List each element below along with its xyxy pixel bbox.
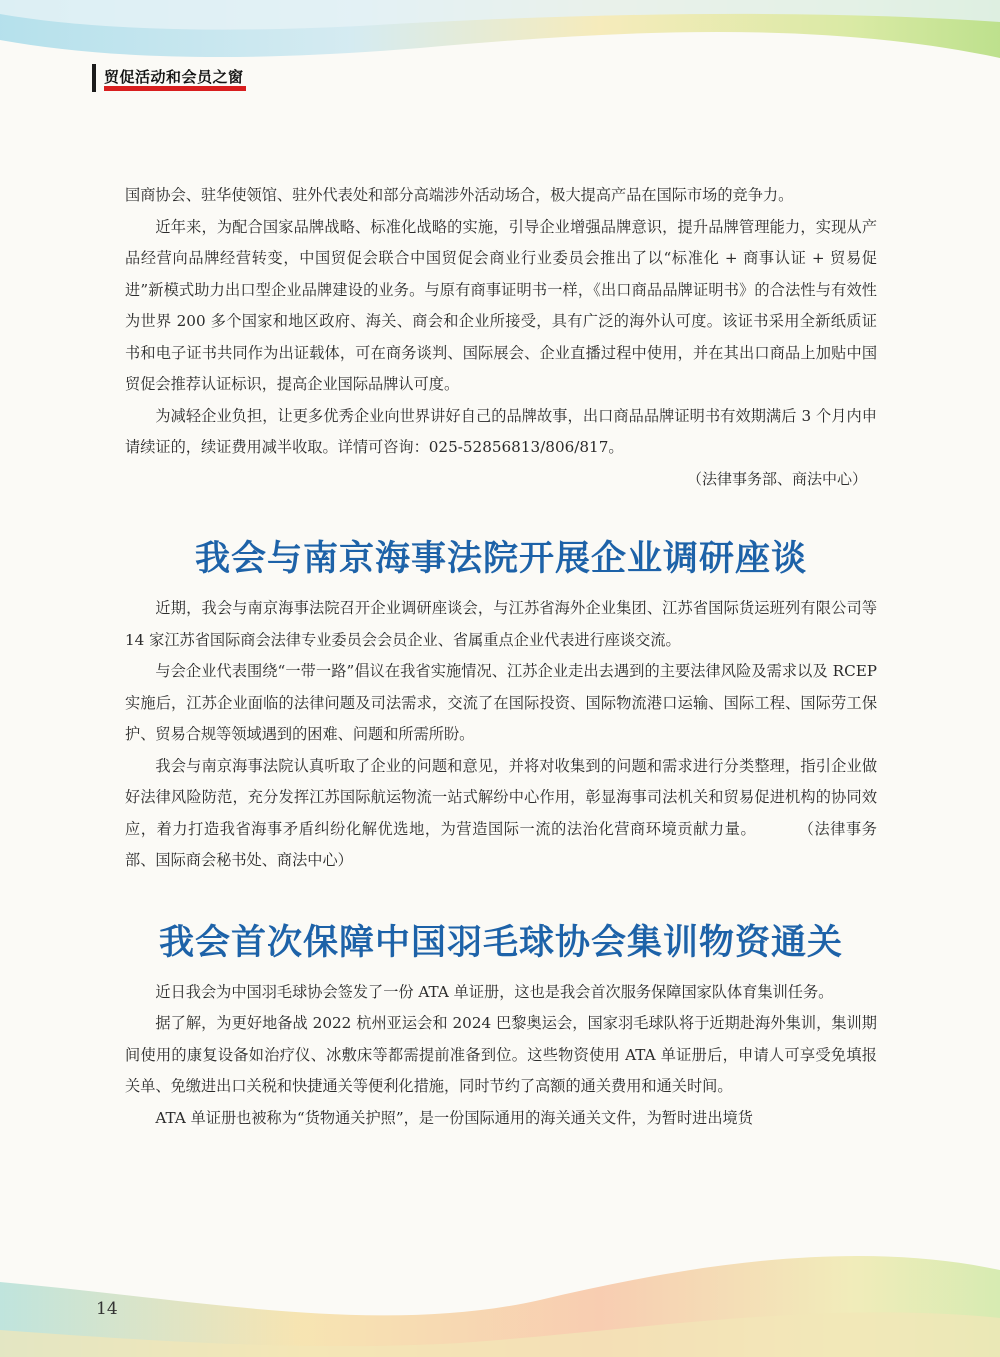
page-number: 14 [96,1299,118,1319]
header-accent-bar [92,64,96,92]
paragraph: 据了解，为更好地备战 2022 杭州亚运会和 2024 巴黎奥运会，国家羽毛球队将于近期赴海外集训，集训期间使用的康复设备如治疗仪、冰敷床等都需提前准备到位。这些物资使用 ATA 单证册后，申请人可享受免填报关单、免缴进出口关税和快捷通关等便利化措施，同时节约了高额的通关费用和通关时间。 [125,1014,877,1095]
paragraph: 与会企业代表围绕“一带一路”倡议在我省实施情况、江苏企业走出去遇到的主要法律风险及需求以及 RCEP 实施后，江苏企业面临的法律问题及司法需求，交流了在国际投资、国际物流港口运输、国际工程、国际劳工保护、贸易合规等领域遇到的困难、问题和所需所盼。 [125,662,877,743]
article-title: 我会首次保障中国羽毛球协会集训物资通关 [158,921,843,963]
paragraph: 近期，我会与南京海事法院召开企业调研座谈会，与江苏省海外企业集团、江苏省国际货运班列有限公司等 14 家江苏省国际商会法律专业委员会会员企业、省属重点企业代表进行座谈交流。 [125,599,877,649]
section-title: 贸促活动和会员之窗 [104,68,244,86]
header-underline [104,86,246,91]
paragraph: 近年来，为配合国家品牌战略、标准化战略的实施，引导企业增强品牌意识，提升品牌管理能力，实现从产品经营向品牌经营转变，中国贸促会联合中国贸促会商业行业委员会推出了以“标准化 + 商事认证 + 贸易促进”新模式助力出口型企业品牌建设的业务。与原有商事证明书一样，《出口商品品牌证明书》的合法性与有效性为世界 200 多个国家和地区政府、海关、商会和企业所接受，具有广泛的海外认可度。该证书采用全新纸质证书和电子证书共同作为出证载体，可在商务谈判、国际展会、企业直播过程中使用，并在其出口商品上加贴中国贸促会推荐认证标识，提高企业国际品牌认可度。 [125,217,877,393]
paragraph: ATA 单证册也被称为“货物通关护照”，是一份国际通用的海关通关文件，为暂时进出境货 [155,1108,753,1127]
paragraph-text: 我会与南京海事法院认真听取了企业的问题和意见，并将对收集到的问题和需求进行分类整理，指引企业做好法律风险防范，充分发挥江苏国际航运物流一站式解纷中心作用，彰显海事司法机关和贸易促进机构的协同效应，着力打造我省海事矛盾纠纷化解优选地，为营造国际一流的法治化营商环境贡献力量。 [125,756,877,838]
paragraph: 国商协会、驻华使领馆、驻外代表处和部分高端涉外活动场合，极大提高产品在国际市场的竞争力。 [125,186,794,204]
paragraph: 近日我会为中国羽毛球协会签发了一份 ATA 单证册，这也是我会首次服务保障国家队体育集训任务。 [155,982,834,1001]
article-title: 我会与南京海事法院开展企业调研座谈 [194,538,807,579]
paragraph [125,751,877,877]
article-credit: （法律事务部、国际商会秘书处、商法中心） [125,819,877,869]
article-credit: （法律事务部、商法中心） [686,469,867,488]
page-content [125,180,877,1134]
paragraph: 为减轻企业负担，让更多优秀企业向世界讲好自己的品牌故事，出口商品品牌证明书有效期满后 3 个月内申请续证的，续证费用减半收取。详情可咨询：025-52856813/806/817。 [125,406,877,456]
